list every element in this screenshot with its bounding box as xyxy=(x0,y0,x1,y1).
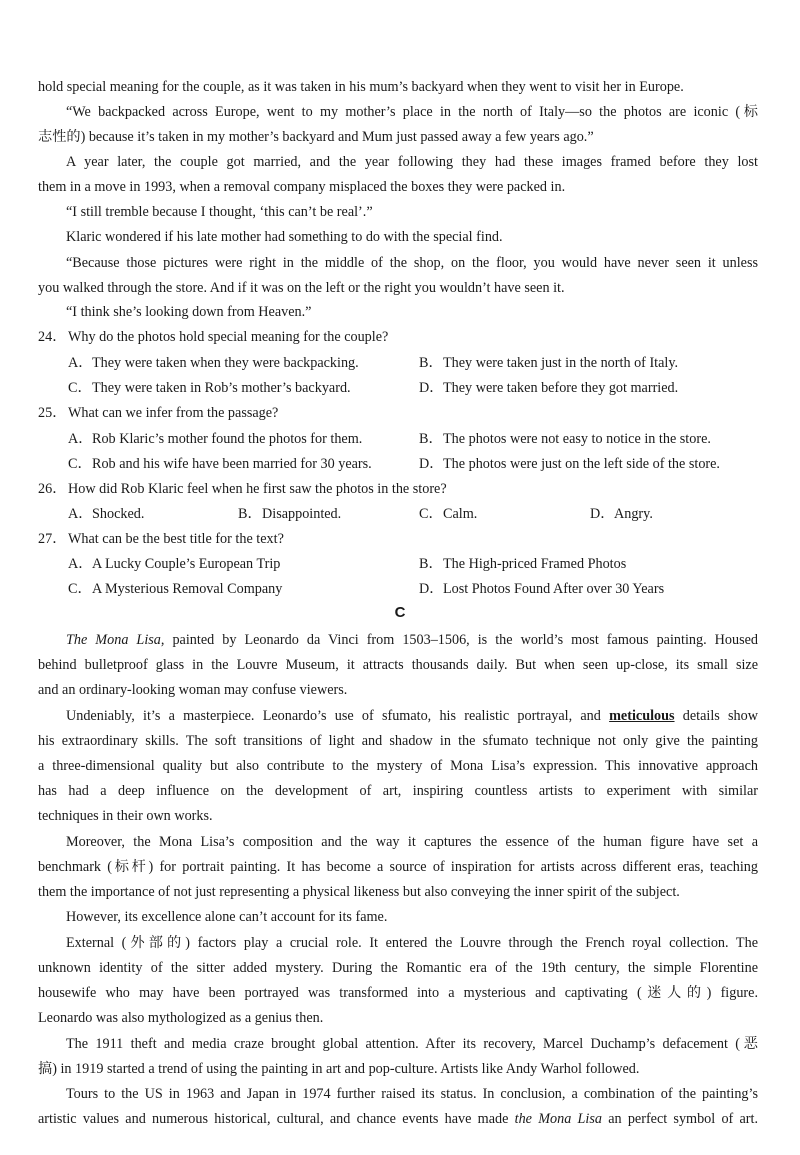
question-number: 26． xyxy=(38,481,67,497)
passage-c-line: Leonardo was also mythologized as a genius then. xyxy=(38,1010,324,1026)
question-25 xyxy=(38,404,278,422)
question-text: How did Rob Klaric feel when he first saw the photos in the store? xyxy=(68,481,447,497)
question-text: What can we infer from the passage? xyxy=(68,405,279,421)
question-text: What can be the best title for the text? xyxy=(68,531,284,547)
option-25-b[interactable]: B．The photos were not easy to notice in the store. xyxy=(419,431,711,447)
passage-b-line: “I think she’s looking down from Heaven.” xyxy=(66,304,312,320)
painting-title: The Mona Lisa xyxy=(66,632,161,648)
option-26-a[interactable]: A．Shocked. xyxy=(68,506,145,522)
passage-c-line: his extraordinary skills. The soft transitions of light and shadow in the sfumato technique not only give the painting xyxy=(38,733,758,749)
passage-b-line: “I still tremble because I thought, ‘this can’t be real’.” xyxy=(66,204,373,220)
passage-b-line: “Because those pictures were right in the middle of the shop, on the floor, you would have never seen it unless xyxy=(66,255,758,271)
question-number: 25． xyxy=(38,405,67,421)
passage-c-line: However, its excellence alone can’t account for its fame. xyxy=(66,909,388,925)
passage-c-line: techniques in their own works. xyxy=(38,808,213,824)
passage-b-line: hold special meaning for the couple, as it was taken in his mum’s backyard when they went to visit her in Europe. xyxy=(38,79,684,95)
passage-b-line: “We backpacked across Europe, went to my mother’s place in the north of Italy—so the photos are iconic (标 xyxy=(66,104,758,120)
passage-c-line: Moreover, the Mona Lisa’s composition and the way it captures the essence of the human figure have set a xyxy=(66,834,758,850)
passage-b-line: A year later, the couple got married, and the year following they had these images framed before they lost xyxy=(66,154,758,170)
painting-title: the Mona Lisa xyxy=(514,1111,602,1127)
section-heading: C xyxy=(394,604,406,621)
option-25-d[interactable]: D．The photos were just on the left side of the store. xyxy=(419,456,720,472)
option-26-b[interactable]: B．Disappointed. xyxy=(238,506,342,522)
question-27 xyxy=(38,530,284,548)
passage-c-line: has had a deep influence on the development of art, inspiring countless artists to experiment with similar xyxy=(38,783,758,799)
passage-b-line: Klaric wondered if his late mother had something to do with the special find. xyxy=(66,229,503,245)
question-24 xyxy=(38,328,388,346)
option-24-a[interactable]: A．They were taken when they were backpacking. xyxy=(68,355,359,371)
passage-c-line: Tours to the US in 1963 and Japan in 1974 further raised its status. In conclusion, a combination of the painting’s xyxy=(66,1086,758,1102)
option-24-d[interactable]: D．They were taken before they got married. xyxy=(419,380,679,396)
passage-c-line: housewife who may have been portrayed was transformed into a mysterious and captivating (迷人的) figure. xyxy=(38,985,758,1001)
passage-c-line: benchmark (标杆) for portrait painting. It has become a source of inspiration for artists across different eras, teaching xyxy=(38,859,758,875)
passage-c-line: Undeniably, it’s a masterpiece. Leonardo’s use of sfumato, his realistic portrayal, and meticulous details show xyxy=(66,708,758,724)
passage-b-line: you walked through the store. And if it was on the left or the right you wouldn’t have seen it. xyxy=(38,280,565,296)
passage-c-line: unknown identity of the sitter added mystery. During the Romantic era of the 19th century, the simple Florentine xyxy=(38,960,758,976)
question-number: 27． xyxy=(38,531,67,547)
passage-b-line: them in a move in 1993, when a removal company misplaced the boxes they were packed in. xyxy=(38,179,566,195)
passage-c-line: and an ordinary-looking woman may confuse viewers. xyxy=(38,682,348,698)
passage-c-line: The 1911 theft and media craze brought global attention. After its recovery, Marcel Duchamp’s defacement (恶 xyxy=(66,1036,758,1052)
option-25-c[interactable]: C．Rob and his wife have been married for 30 years. xyxy=(68,456,372,472)
option-26-c[interactable]: C．Calm. xyxy=(419,506,478,522)
passage-c-line: 搞) in 1919 started a trend of using the painting in art and pop-culture. Artists like Andy Warhol followed. xyxy=(38,1061,640,1077)
option-27-b[interactable]: B．The High-priced Framed Photos xyxy=(419,556,627,572)
question-text: Why do the photos hold special meaning for the couple? xyxy=(68,329,389,345)
passage-c-line: The Mona Lisa, painted by Leonardo da Vinci from 1503–1506, is the world’s most famous painting. Housed xyxy=(66,632,759,648)
question-26 xyxy=(38,480,447,498)
option-27-a[interactable]: A．A Lucky Couple’s European Trip xyxy=(68,556,281,572)
option-25-a[interactable]: A．Rob Klaric’s mother found the photos for them. xyxy=(68,431,363,447)
passage-c-line: them the importance of not just representing a physical likeness but also conveying the inner spirit of the subject. xyxy=(38,884,680,900)
option-24-c[interactable]: C．They were taken in Rob’s mother’s backyard. xyxy=(68,380,351,396)
passage-c-line: behind bulletproof glass in the Louvre Museum, it attracts thousands daily. But when seen up-close, its small size xyxy=(38,657,758,673)
option-27-d[interactable]: D．Lost Photos Found After over 30 Years xyxy=(419,581,665,597)
passage-c-line: artistic values and numerous historical, cultural, and chance events have made the Mona Lisa an perfect symbol of art. xyxy=(38,1111,759,1127)
question-number: 24． xyxy=(38,329,67,345)
passage-b-line: 志性的) because it’s taken in my mother’s backyard and Mum just passed away a few years ago.” xyxy=(38,129,594,145)
passage-c-line: External (外部的) factors play a crucial role. It entered the Louvre through the French royal collection. The xyxy=(66,935,758,951)
option-26-d[interactable]: D．Angry. xyxy=(590,506,653,522)
option-27-c[interactable]: C．A Mysterious Removal Company xyxy=(68,581,283,597)
option-24-b[interactable]: B．They were taken just in the north of Italy. xyxy=(419,355,679,371)
passage-c-line: a three-dimensional quality but also contribute to the mystery of Mona Lisa’s expression. This innovative approach xyxy=(38,758,758,774)
underlined-word: meticulous xyxy=(609,708,675,724)
